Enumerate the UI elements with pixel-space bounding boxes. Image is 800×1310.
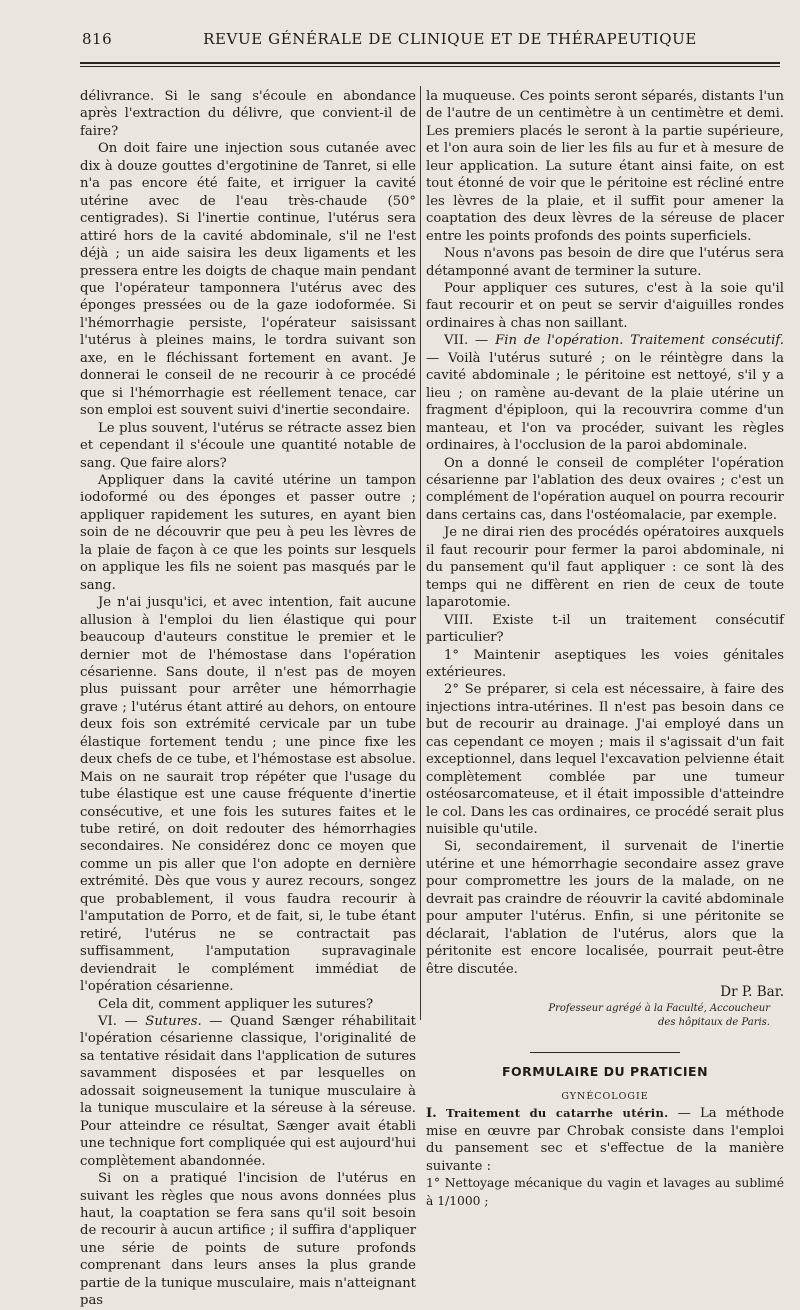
paragraph: Appliquer dans la cavité utérine un tampon iodoformé ou des éponges et passer outre ; appliquer rapidement les sutures, en ayant bien soin de ne découvrir que peu à peu les lèvres de la plaie de façon à ce que les points sur lesquels on applique les fils ne soient pas masqués par le sang. bbox=[80, 472, 416, 593]
paragraph: Si, secondairement, il survenait de l'inertie utérine et une hémorrhagie secondaire assez grave pour compromettre les jours de la malade, on ne devrait pas craindre de réouvrir la cavité abdominale pour amputer l'utérus. Enfin, si une péritonite se déclarait, l'ablation de l'utérus, alors que la péritonite est encore localisée, pourrait peut-être être discutée. bbox=[426, 839, 784, 977]
paragraph: Pour appliquer ces sutures, c'est à la soie qu'il faut recourir et on peut se servir d'aiguilles rondes ordinaires à chas non saillant. bbox=[426, 280, 784, 331]
paragraph: Je n'ai jusqu'ici, et avec intention, fait aucune allusion à l'emploi du lien élastique qui pour beaucoup d'auteurs constitue le premier et le dernier mot de l'hémostase dans l'opération césarienne. Sans doute, il n'est pas de moyen plus puissant pour arrêter une hémorrhagie grave ; l'utérus étant attiré au dehors, on entoure deux fois son extrémité cervicale par un tube élastique fortement tendu ; une pince fixe les deux chefs de ce tube, et l'hémostase est absolue. Mais on ne saurait trop répéter que l'usage du tube élastique est une cause fréquente d'inertie consécutive, et une fois les sutures faites et le tube retiré, on doit redouter des hémorrhagies secondaires. Ne considérez donc ce moyen que comme un pis aller que l'on adopte en dernière extrémité. Dès que vous y aurez recours, songez que probablement, il vous faudra recourir à l'amputation de Porro, et de fait, si, le tube étant retiré, l'utérus ne se contractait pas suffisamment, l'amputation supravaginale deviendrait le complément immédiat de l'opération césarienne. bbox=[80, 595, 416, 995]
paragraph: Le plus souvent, l'utérus se rétracte assez bien et cependant il s'écoule une quantité notable de sang. Que faire alors? bbox=[80, 420, 416, 471]
section-viii-heading: VIII. Existe t-il un traitement consécutif particulier? bbox=[426, 612, 784, 646]
paragraph: délivrance. Si le sang s'écoule en abondance après l'extraction du délivre, que convient-il de faire? bbox=[80, 89, 416, 139]
formulary-item bbox=[426, 1105, 784, 1175]
author-affiliation bbox=[426, 1002, 770, 1030]
left-column bbox=[80, 88, 416, 1310]
header-rule-thin bbox=[80, 66, 780, 67]
right-column bbox=[426, 88, 784, 1210]
section-number: VI. — bbox=[98, 1014, 138, 1030]
section-text: — Voilà l'utérus suturé ; on le réintègre dans la cavité abdominale ; le péritoine est nettoyé, s'il y a lieu ; on ramène au-devant de la plaie utérine un fragment d'épiploon, qui la recouvrira comme d'un manteau, et l'on va procéder, suivant les règles ordinaires, à l'occlusion de la paroi abdominale. bbox=[426, 350, 784, 454]
paragraph: la muqueuse. Ces points seront séparés, distants l'un de l'autre de un centimètre à un centimètre et demi. Les premiers placés le seront à la partie supérieure, et l'on aura soin de lier les fils au fur et à mesure de leur application. La suture étant ainsi faite, on est tout étonné de voir que le péritoine est récliné entre les lèvres de la plaie, et il suffit pour amener la coaptation des deux lèvres de la séreuse de placer entre les points profonds des points superficiels. bbox=[426, 89, 784, 244]
list-item: 2° Se préparer, si cela est nécessaire, à faire des injections intra-utérines. Il n'est pas besoin dans ce but de recourir au drainage. J'ai employé dans un cas cependant ce moyen ; mais il s'agissait d'un fait exceptionnel, dans lequel l'excavation pelvienne était complètement comblée par une tumeur ostéosarcomateuse, et il était impossible d'atteindre le col. Dans les cas ordinaires, ce procédé serait plus nuisible qu'utile. bbox=[426, 682, 784, 838]
paragraph: Cela dit, comment appliquer les sutures? bbox=[98, 996, 374, 1012]
section-number: VII. — bbox=[444, 333, 489, 349]
formulary-subtitle: GYNÉCOLOGIE bbox=[561, 1091, 649, 1103]
page-number: 816 bbox=[82, 30, 113, 48]
item-title: Traitement du catarrhe utérin. bbox=[445, 1106, 669, 1121]
list-item: 1° Maintenir aseptiques les voies génitales extérieures. bbox=[426, 647, 784, 680]
paragraph: Je ne dirai rien des procédés opératoires auxquels il faut recourir pour fermer la paroi abdominale, ni du pansement qu'il faut appliquer : ce sont là des temps qui ne diffèrent en rien de ceux de toute laparotomie. bbox=[426, 525, 784, 611]
paragraph: On doit faire une injection sous cutanée avec dix à douze gouttes d'ergotinine de Tanret, si elle n'a pas encore été faite, et irriguer la cavité utérine avec de l'eau très-chaude (50° centigrades). Si l'inertie continue, l'utérus sera attiré hors de la cavité abdominale, s'il ne l'est déjà ; un aide saisira les deux ligaments et les pressera entre les doigts de chaque main pendant que l'opérateur tamponnera l'utérus avec des éponges pressées ou de la gaze iodoformée. Si l'hémorrhagie persiste, l'opérateur saisissant l'utérus à pleines mains, le tordra suivant son axe, en le fléchissant fortement en avant. Je donnerai le conseil de ne recourir à ce procédé que si l'hémorrhagie est réellement tenace, car son emploi est souvent suivi d'inertie secondaire. bbox=[80, 141, 416, 419]
section-vii bbox=[426, 332, 784, 454]
paragraph: Si on a pratiqué l'incision de l'utérus en suivant les règles que nous avons données plus haut, la coaptation se fera sans qu'il soit besoin de recourir à aucun artifice ; il suffira d'appliquer une série de points de suture profonds comprenant dans leurs anses la plus grande partie de la tunique musculaire, mais n'atteignant pas bbox=[80, 1171, 416, 1309]
section-text: — Quand Sænger réhabilitait l'opération césarienne classique, l'originalité de sa tentative résidait dans l'application de sutures savamment disposées et par lesquelles on adossait soigneusement la tunique musculaire à la tunique musculaire et la séreuse à la séreuse. Pour atteindre ce résultat, Sænger avait établi une technique fort compliquée qui est aujourd'hui complètement abandonnée. bbox=[80, 1014, 416, 1169]
item-text: — La méthode mise en œuvre par Chrobak consiste dans l'emploi du pansement sec et s'effectue de la manière suivante : bbox=[426, 1106, 785, 1174]
affiliation-line: des hôpitaux de Paris. bbox=[658, 1016, 770, 1028]
formulary-title: FORMULAIRE DU PRATICIEN bbox=[501, 1063, 709, 1079]
page-header bbox=[58, 26, 782, 52]
affiliation-line: Professeur agrégé à la Faculté, Accoucheur bbox=[548, 1002, 770, 1014]
item-number: I. bbox=[426, 1106, 437, 1122]
column-divider bbox=[420, 86, 421, 1020]
paragraph: Nous n'avons pas besoin de dire que l'utérus sera détamponné avant de terminer la suture. bbox=[426, 246, 784, 279]
running-head: REVUE GÉNÉRALE DE CLINIQUE ET DE THÉRAPEUTIQUE bbox=[203, 30, 697, 48]
list-item: 1° Nettoyage mécanique du vagin et lavages au sublimé à 1/1000 ; bbox=[426, 1176, 784, 1208]
section-title: Fin de l'opération. Traitement consécutif. bbox=[495, 333, 784, 349]
section-vi bbox=[80, 1013, 416, 1170]
section-title: Sutures. bbox=[145, 1014, 202, 1030]
section-rule bbox=[530, 1052, 680, 1053]
header-rule bbox=[80, 62, 780, 64]
paragraph: On a donné le conseil de compléter l'opération césarienne par l'ablation des deux ovaires ; c'est un complément de l'opération auquel on pourra recourir dans certains cas, dans l'ostéomalacie, par exemple. bbox=[426, 455, 784, 523]
author-signature: Dr P. Bar. bbox=[720, 984, 784, 1001]
